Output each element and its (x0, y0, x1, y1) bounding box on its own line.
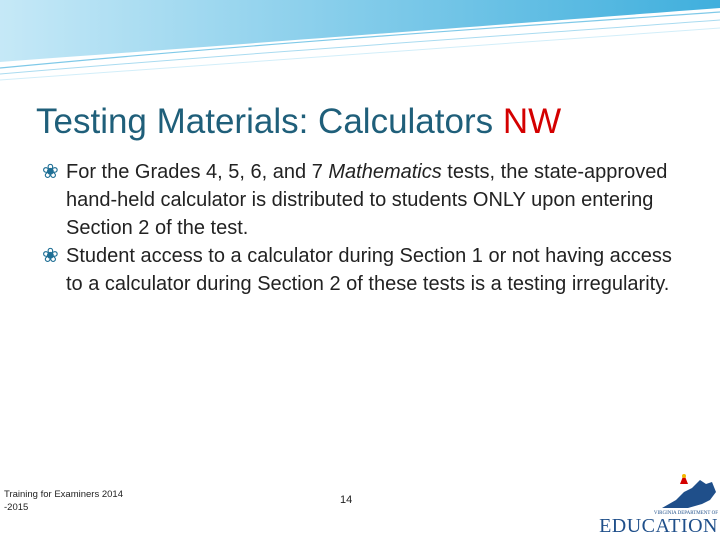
footer-line: Training for Examiners 2014 (4, 489, 123, 500)
bullet-list (42, 158, 682, 298)
bullet-text: Student access to a calculator during Section 1 or not having access to a calculator during Section 2 of these tests is a testing irregularity. (66, 245, 672, 295)
bullet-text-italic: Mathematics (328, 161, 442, 183)
title-text: Testing Materials: Calculators (36, 102, 503, 141)
footer-training-label (4, 488, 144, 514)
bullet-text-pre: For the Grades 4, 5, 6, and 7 (66, 161, 329, 183)
title-accent: NW (502, 102, 562, 141)
bullet-icon: ❀ (42, 245, 59, 267)
bullet-item (42, 158, 682, 242)
slide-title (36, 98, 696, 146)
logo-education-text: EDUCATION (599, 515, 718, 537)
footer-line: -2015 (4, 502, 29, 513)
vdoe-logo (599, 470, 720, 540)
page-number: 14 (340, 494, 353, 506)
header-wave-decoration (0, 0, 720, 90)
logo-small-text: VIRGINIA DEPARTMENT OF (653, 511, 718, 516)
bullet-item (42, 242, 682, 298)
bullet-text-post: tests, the state-approved hand-held calculator is distributed to students ONLY upon entering Section 2 of the test. (66, 161, 668, 239)
bullet-icon: ❀ (42, 161, 59, 183)
